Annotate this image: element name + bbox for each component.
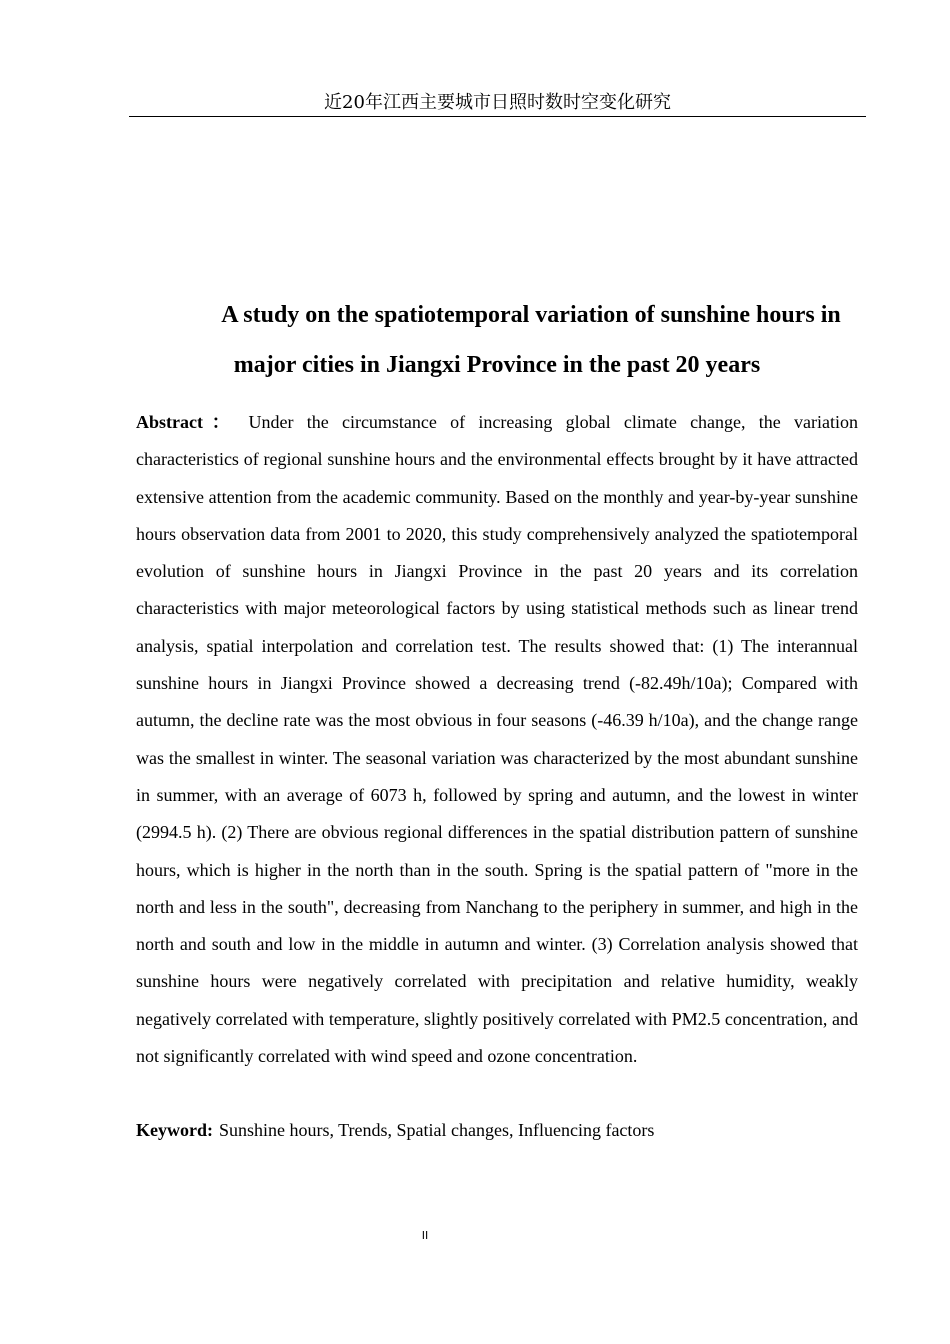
abstract-text: Under the circumstance of increasing global climate change, the variation characteristics of regional sunshine hours and the environmental effects brought by it have attracted extensive attention from the academic community. Based on the monthly and year-by-year sunshine hours observation data from 2001 to 2020, this study comprehensively analyzed the spatiotemporal evolution of sunshine hours in Jiangxi Province in the past 20 years and its correlation characteristics with major meteorological factors by using statistical methods such as linear trend analysis, spatial interpolation and correlation test. The results showed that: (1) The interannual sunshine hours in Jiangxi Province showed a decreasing trend (-82.49h/10a); Compared with autumn, the decline rate was the most obvious in four seasons (-46.39 h/10a), and the change range was the smallest in winter. The seasonal variation was characterized by the most abundant sunshine in summer, with an average of 6073 h, followed by spring and autumn, and the lowest in winter (2994.5 h). (2) There are obvious regional differences in the spatial distribution pattern of sunshine hours, which is higher in the north than in the south. Spring is the spatial pattern of "more in the north and less in the south", decreasing from Nanchang to the periphery in summer, and high in the north and south and low in the middle in autumn and winter. (3) Correlation analysis showed that sunshine hours were negatively correlated with precipitation and relative humidity, weakly negatively correlated with temperature, slightly positively correlated with PM2.5 concentration, and not significantly correlated with wind speed and ozone concentration.: [136, 412, 859, 1067]
abstract-label: Abstract：: [136, 412, 239, 432]
paper-title-line-1: A study on the spatiotemporal variation of sunshine hours in: [221, 302, 841, 328]
paper-title: [136, 290, 858, 390]
keywords-line: [136, 1112, 858, 1149]
running-header: [129, 92, 866, 117]
running-header-title: 近20年江西主要城市日照时数时空变化研究: [324, 92, 671, 113]
page-number: II: [421, 1229, 429, 1242]
keywords-text: Sunshine hours, Trends, Spatial changes, Influencing factors: [218, 1120, 655, 1140]
abstract-paragraph: [136, 404, 858, 1075]
paper-title-line-2: major cities in Jiangxi Province in the past 20 years: [233, 352, 761, 378]
keyword-label: Keyword:: [136, 1120, 213, 1140]
